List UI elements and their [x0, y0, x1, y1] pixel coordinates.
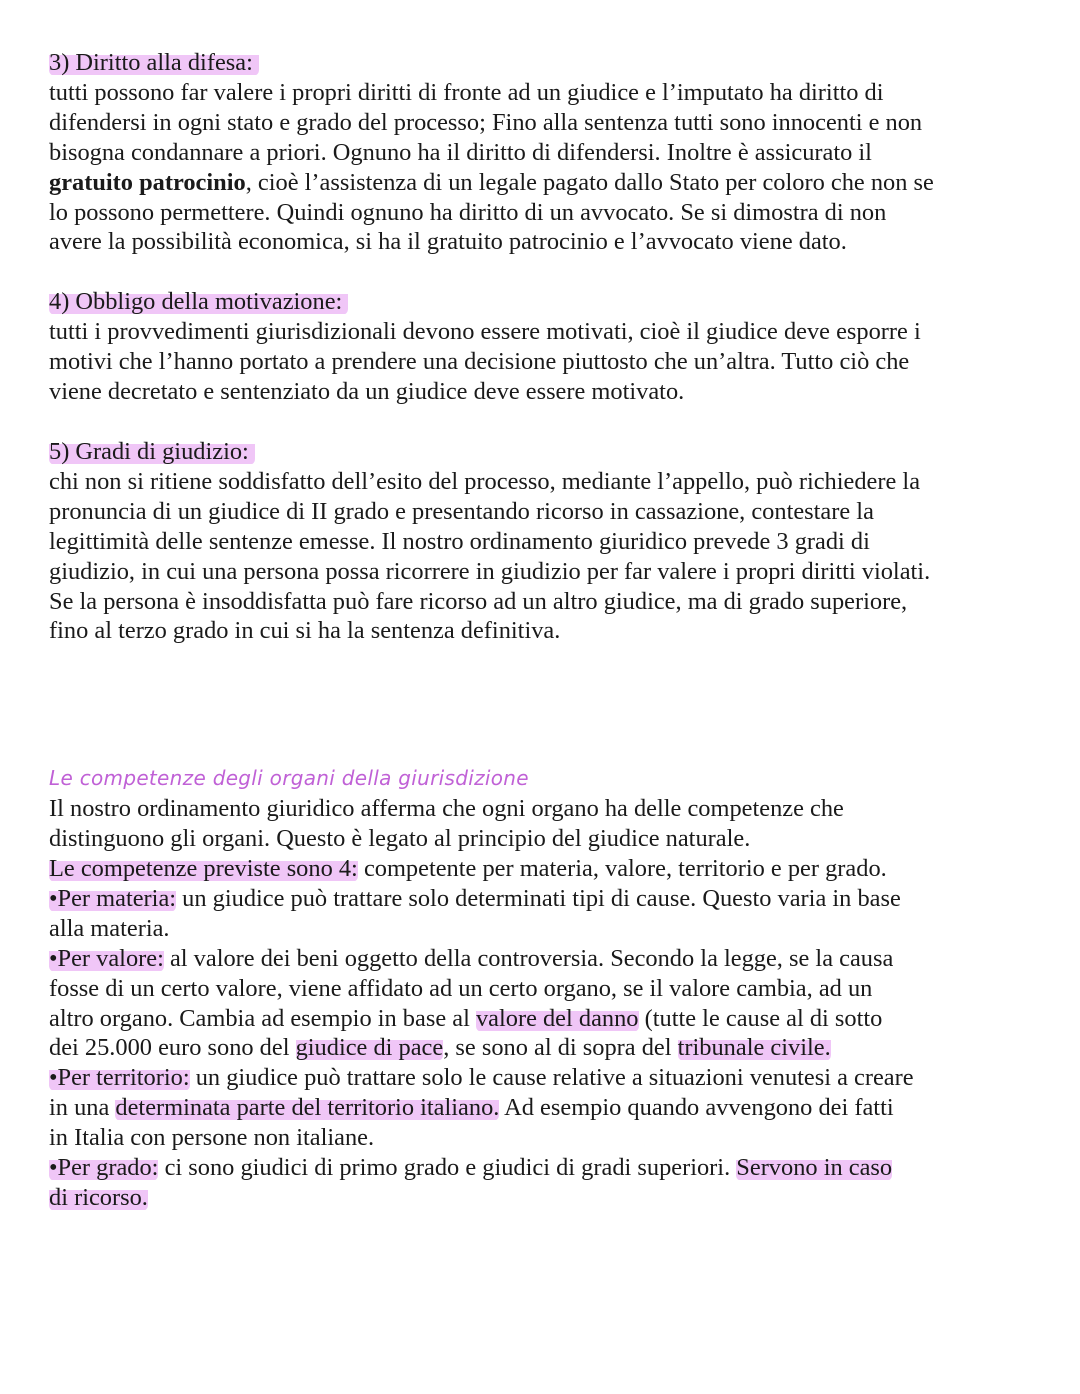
highlight: tribunale civile. [677, 1034, 831, 1062]
text-fragment: in una [49, 1094, 116, 1122]
text-line: giudizio, in cui una persona possa ricorrere in giudizio per far valere i propri diritti violati. [49, 557, 931, 585]
section-heading: 4) Obbligo della motivazione: [49, 288, 348, 315]
text-fragment: dei 25.000 euro sono del [49, 1034, 296, 1062]
text-fragment: altro organo. Cambia ad esempio in base al [49, 1004, 476, 1032]
text-line: viene decretato e sentenziato da un giudice deve essere motivato. [49, 378, 685, 406]
highlight: determinata parte del territorio italiano. [115, 1094, 500, 1122]
text-fragment: , se sono al di sopra del [443, 1034, 678, 1062]
text-line: Il nostro ordinamento giuridico afferma che ogni organo ha delle competenze che [49, 795, 844, 823]
text-line: legittimità delle sentenze emesse. Il nostro ordinamento giuridico prevede 3 gradi di [49, 527, 870, 555]
text-line: chi non si ritiene soddisfatto dell’esito del processo, mediante l’appello, può richiedere la [49, 467, 921, 495]
bullet-label-valore: •Per valore: [49, 944, 164, 972]
section-diritto-difesa [49, 48, 1039, 257]
highlight: di ricorso. [49, 1184, 148, 1211]
text-line: Se la persona è insoddisfatta può fare ricorso ad un altro giudice, ma di grado superiore, [49, 587, 908, 615]
text-fragment: ci sono giudici di primo grado e giudici di gradi superiori. [158, 1154, 737, 1182]
text-line: fosse di un certo valore, viene affidato ad un certo organo, se il valore cambia, ad un [49, 974, 873, 1002]
text-fragment: (tutte le cause al di sotto [638, 1004, 883, 1032]
highlight: Servono in caso [736, 1154, 893, 1182]
text-line: tutti i provvedimenti giurisdizionali devono essere motivati, cioè il giudice deve esporre i [49, 318, 921, 346]
highlight: giudice di pace [295, 1034, 444, 1062]
text-line: difendersi in ogni stato e grado del processo; Fino alla sentenza tutti sono innocenti e non [49, 108, 923, 136]
text-line: pronuncia di un giudice di II grado e presentando ricorso in cassazione, contestare la [49, 497, 874, 525]
bold-term: gratuito patrocinio [49, 168, 246, 196]
document-page [49, 48, 1039, 1213]
text-line: alla materia. [49, 914, 170, 942]
section-obbligo-motivazione [49, 287, 1039, 407]
text-line: fino al terzo grado in cui si ha la sentenza definitiva. [49, 617, 561, 645]
text-fragment: al valore dei beni oggetto della controversia. Secondo la legge, se la causa [163, 944, 894, 972]
text-fragment: un giudice può trattare solo determinati tipi di cause. Questo varia in base [176, 884, 901, 912]
section-competenze [49, 764, 1039, 1213]
text-fragment: , cioè l’assistenza di un legale pagato dallo Stato per coloro che non se [245, 168, 934, 196]
section-gradi-giudizio [49, 437, 1039, 646]
text-fragment: Ad esempio quando avvengono dei fatti [499, 1094, 894, 1122]
text-line: in Italia con persone non italiane. [49, 1124, 375, 1152]
text-line: tutti possono far valere i propri diritti di fronte ad un giudice e l’imputato ha diritto di [49, 78, 884, 106]
text-line: avere la possibilità economica, si ha il gratuito patrocinio e l’avvocato viene dato. [49, 228, 847, 256]
bullet-label-materia: •Per materia: [49, 884, 177, 912]
highlight: Le competenze previste sono 4: [49, 855, 358, 883]
highlight: valore del danno [475, 1004, 639, 1032]
bullet-label-territorio: •Per territorio: [49, 1064, 190, 1092]
section-heading: 3) Diritto alla difesa: [49, 49, 259, 76]
text-fragment: un giudice può trattare solo le cause relative a situazioni venutesi a creare [189, 1064, 914, 1092]
text-line: motivi che l’hanno portato a prendere una decisione piuttosto che un’altra. Tutto ciò che [49, 348, 910, 376]
section-heading: 5) Gradi di giudizio: [49, 438, 255, 465]
text-line: bisogna condannare a priori. Ognuno ha il diritto di difendersi. Inoltre è assicurato il [49, 138, 872, 166]
handwritten-title: Le competenze degli organi della giurisdizione [49, 766, 529, 791]
text-line: lo possono permettere. Quindi ognuno ha diritto di un avvocato. Se si dimostra di non [49, 198, 887, 226]
bullet-label-grado: •Per grado: [49, 1154, 159, 1182]
text-line: distinguono gli organi. Questo è legato al principio del giudice naturale. [49, 825, 751, 853]
text-fragment: competente per materia, valore, territorio e per grado. [357, 855, 887, 883]
